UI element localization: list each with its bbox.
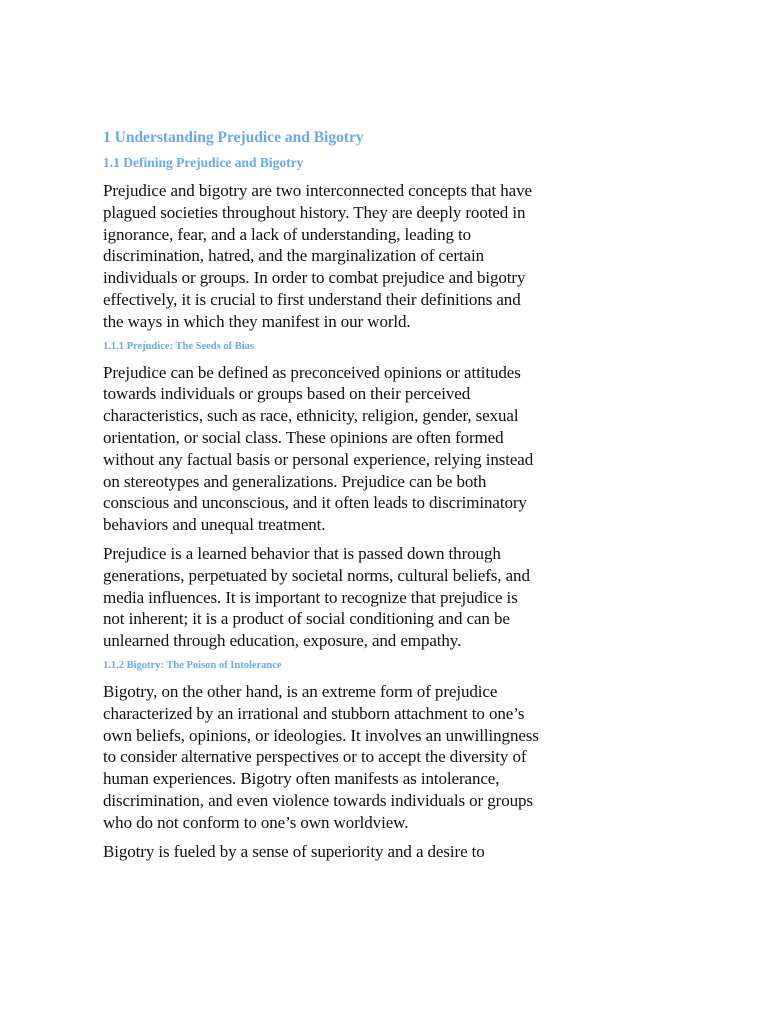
subsection-heading-bigotry: 1.1.2 Bigotry: The Poison of Intolerance [103, 659, 282, 671]
document-page [103, 128, 543, 869]
section-heading: 1.1 Defining Prejudice and Bigotry [103, 155, 304, 170]
prejudice-paragraph-1: Prejudice can be defined as preconceived opinions or attitudes towards individuals or groups based on their perceived characteristics, such as race, ethnicity, religion, gender, sexual orientation, or social class. These opinions are often formed without any factual basis or personal experience, relying instead on stereotypes and generalizations. Prejudice can be both conscious and unconscious, and it often leads to discriminatory behaviors and unequal treatment. [103, 362, 534, 535]
subsection-heading-prejudice: 1.1.1 Prejudice: The Seeds of Bias [103, 340, 254, 352]
chapter-heading: 1 Understanding Prejudice and Bigotry [103, 129, 364, 146]
bigotry-paragraph-2: Bigotry is fueled by a sense of superiority and a desire to [103, 841, 485, 861]
intro-paragraph: Prejudice and bigotry are two interconnected concepts that have plagued societies throughout history. They are deeply rooted in ignorance, fear, and a lack of understanding, leading to discrimination, hatred, and the marginalization of certain individuals or groups. In order to combat prejudice and bigotry effectively, it is crucial to first understand their definitions and the ways in which they manifest in our world. [103, 181, 532, 331]
bigotry-paragraph-1: Bigotry, on the other hand, is an extreme form of prejudice characterized by an irrational and stubborn attachment to one’s own beliefs, opinions, or ideologies. It involves an unwillingness to consider alternative perspectives or to accept the diversity of human experiences. Bigotry often manifests as intolerance, discrimination, and even violence towards individuals or groups who do not conform to one’s own worldview. [103, 681, 539, 832]
prejudice-paragraph-2: Prejudice is a learned behavior that is passed down through generations, perpetuated by societal norms, cultural beliefs, and media influences. It is important to recognize that prejudice is not inherent; it is a product of social conditioning and can be unlearned through education, exposure, and empathy. [103, 543, 530, 651]
